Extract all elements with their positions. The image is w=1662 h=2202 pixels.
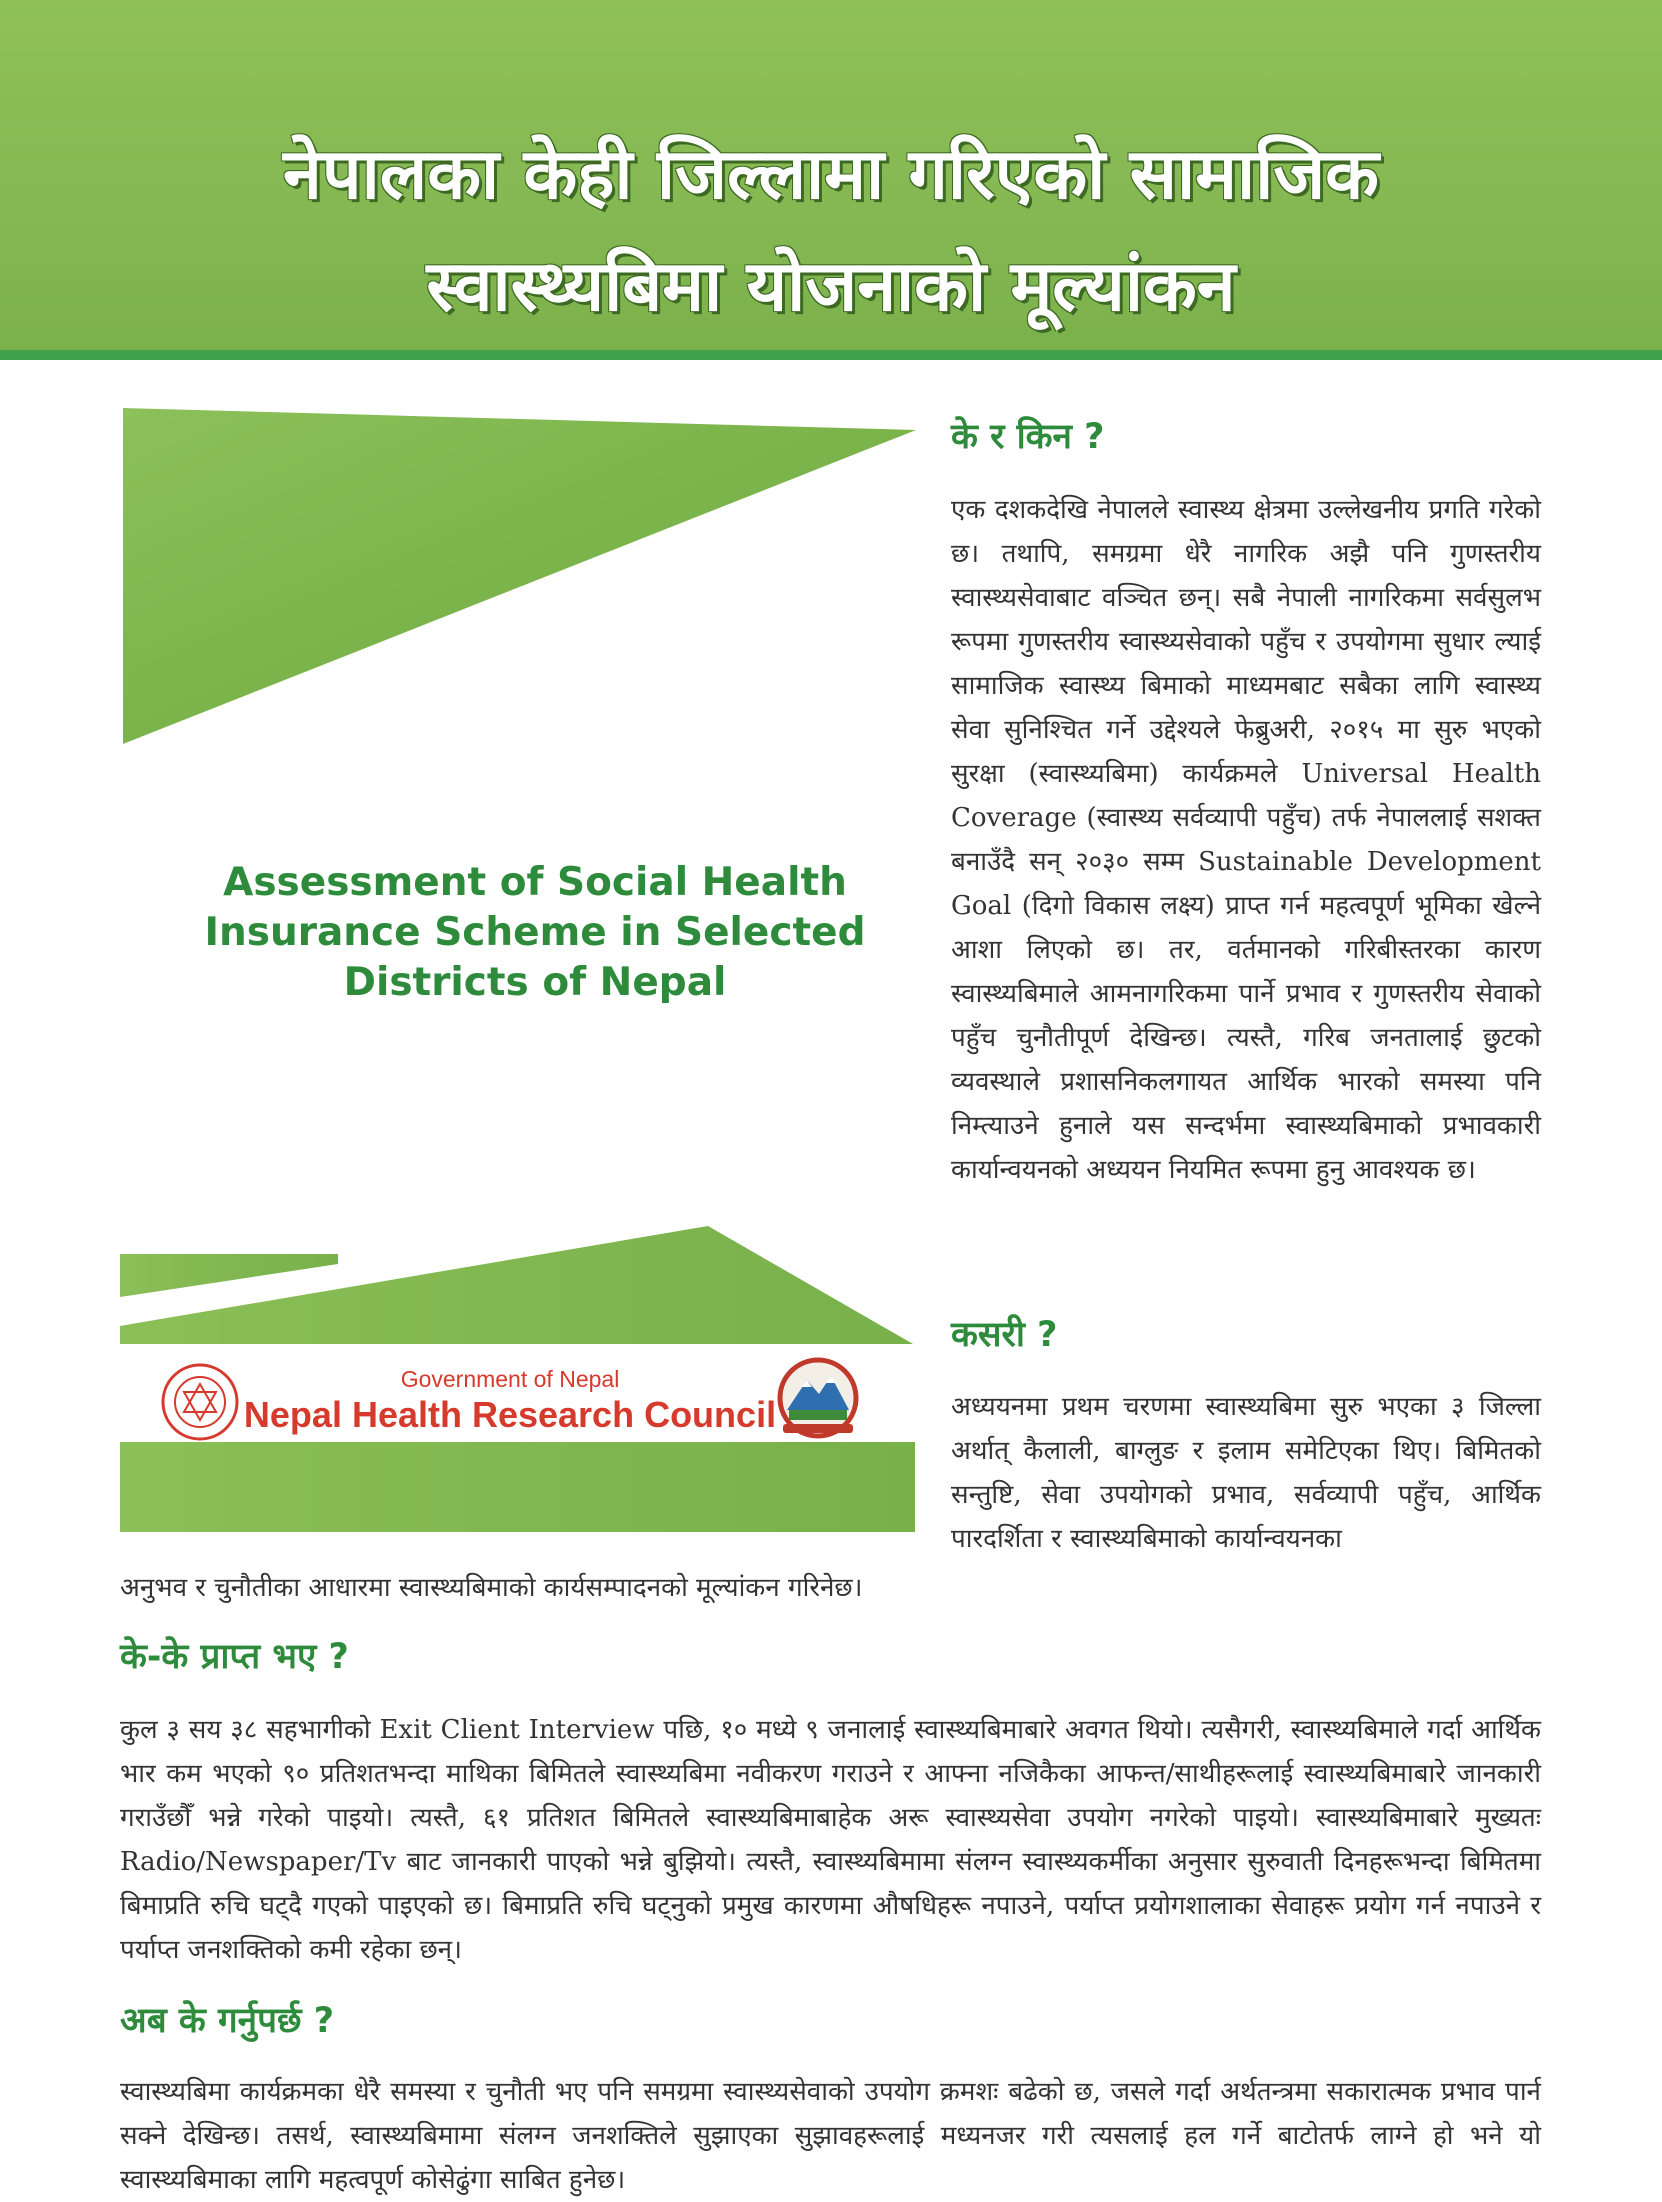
page-title-line2: स्वास्थ्यबिमा योजनाको मूल्यांकन xyxy=(426,245,1236,327)
section-heading-next-steps: अब के गर्नुपर्छ ? xyxy=(120,2001,335,2041)
council-name: Nepal Health Research Council xyxy=(243,1394,777,1435)
cover-title: Assessment of Social Health Insurance Scheme in Selected Districts of Nepal xyxy=(204,860,866,1005)
section-body-how: अध्ययनमा प्रथम चरणमा स्वास्थ्यबिमा सुरु भएका ३ जिल्ला अर्थात् कैलाली, बाग्लुङ र इलाम समेटिएका थिए। बिमितको सन्तुष्टि, सेवा उपयोगको प्रभाव, सर्वव्यापी पहुँच, आर्थिक पारदर्शिता र स्वास्थ्यबिमाको कार्यान्वयनका xyxy=(951,1392,1541,1554)
section-body-next-steps: स्वास्थ्यबिमा कार्यक्रमका धेरै समस्या र चुनौती भए पनि समग्रमा स्वास्थ्यसेवाको उपयोग क्रमशः बढेको छ, जसले गर्दा अर्थतन्त्रमा सकारात्मक प्रभाव पार्न सक्ने देखिन्छ। तसर्थ, स्वास्थ्यबिमामा संलग्न जनशक्तिले सुझाएका सुझावहरूलाई मध्यनजर गरी त्यसलाई हल गर्ने बाटोतर्फ लाग्ने हो भने यो स्वास्थ्यबिमाका लागि महत्वपूर्ण कोसेढुंगा साबित हुनेछ। xyxy=(120,2077,1541,2195)
council-government-label: Government of Nepal xyxy=(400,1366,620,1392)
section-body-what-why: एक दशकदेखि नेपालले स्वास्थ्य क्षेत्रमा उल्लेखनीय प्रगति गरेको छ। तथापि, समग्रमा धेरै नागरिक अझै पनि गुणस्तरीय स्वास्थ्यसेवाबाट वञ्चित छन्। सबै नेपाली नागरिकमा सर्वसुलभ रूपमा गुणस्तरीय स्वास्थ्यसेवाको पहुँच र उपयोगमा सुधार ल्याई सामाजिक स्वास्थ्य बिमाको माध्यमबाट सबैका लागि स्वास्थ्य सेवा सुनिश्चित गर्ने उद्देश्यले फेब्रुअरी, २०१५ मा सुरु भएको सुरक्षा (स्वास्थ्यबिमा) कार्यक्रमले Universal Health Coverage (स्वास्थ्य सर्वव्यापी पहुँच) तर्फ नेपाललाई सशक्त बनाउँदै सन् २०३० सम्म Sustainable Development Goal (दिगो विकास लक्ष्य) प्राप्त गर्न महत्वपूर्ण भूमिका खेल्ने आशा लिएको छ। तर, वर्तमानको गरिबीस्तरका कारण स्वास्थ्यबिमाले आमनागरिकमा पार्ने प्रभाव र गुणस्तरीय सेवाको पहुँच चुनौतीपूर्ण देखिन्छ। त्यस्तै, गरिब जनतालाई छुटको व्यवस्थाले प्रशासनिकलगायत आर्थिक भारको समस्या पनि निम्त्याउने हुनाले यस सन्दर्भमा स्वास्थ्यबिमाको प्रभावकारी कार्यान्वयनको अध्ययन नियमित रूपमा हुनु आवश्यक छ। xyxy=(951,495,1541,1185)
page-title xyxy=(60,118,1602,342)
council-logo-block xyxy=(160,1354,860,1444)
page-title-line1: नेपालका केही जिल्लामा गरिएको सामाजिक xyxy=(283,133,1379,215)
section-body-how-continued: अनुभव र चुनौतीका आधारमा स्वास्थ्यबिमाको कार्यसम्पादनको मूल्यांकन गरिनेछ। xyxy=(120,1573,863,1603)
section-heading-what-why: के र किन ? xyxy=(951,417,1105,457)
nepal-emblem-icon xyxy=(775,1354,861,1442)
section-heading-how: कसरी ? xyxy=(951,1315,1058,1355)
cover-stripe-right xyxy=(120,1226,913,1344)
cover-stripe-left xyxy=(120,1254,338,1297)
cover-bottom-band xyxy=(120,1442,915,1532)
cover-top-triangle xyxy=(123,408,916,744)
banner-divider xyxy=(0,350,1662,360)
section-body-findings: कुल ३ सय ३८ सहभागीको Exit Client Interview पछि, १० मध्ये ९ जनालाई स्वास्थ्यबिमाबारे अवगत थियो। त्यसैगरी, स्वास्थ्यबिमाले गर्दा आर्थिक भार कम भएको ९० प्रतिशतभन्दा माथिका बिमितले स्वास्थ्यबिमा नवीकरण गराउने र आफ्ना नजिकैका आफन्त/साथीहरूलाई स्वास्थ्यबिमाबारे जानकारी गराउँछौँ भन्ने गरेको पाइयो। त्यस्तै, ६१ प्रतिशत बिमितले स्वास्थ्यबिमाबाहेक अरू स्वास्थ्यसेवा उपयोग नगरेको पाइयो। स्वास्थ्यबिमाबारे मुख्यतः Radio/Newspaper/Tv बाट जानकारी पाएको भन्ने बुझियो। त्यस्तै, स्वास्थ्यबिमामा संलग्न स्वास्थ्यकर्मीका अनुसार सुरुवाती दिनहरूभन्दा बिमितमा बिमाप्रति रुचि घट्दै गएको पाइएको छ। बिमाप्रति रुचि घट्नुको प्रमुख कारणमा औषधिहरू नपाउने, पर्याप्त प्रयोगशालाका सेवाहरू प्रयोग गर्न नपाउने र पर्याप्त जनशक्तिको कमी रहेका छन्। xyxy=(120,1715,1541,1965)
section-heading-findings: के-के प्राप्त भए ? xyxy=(120,1637,349,1677)
